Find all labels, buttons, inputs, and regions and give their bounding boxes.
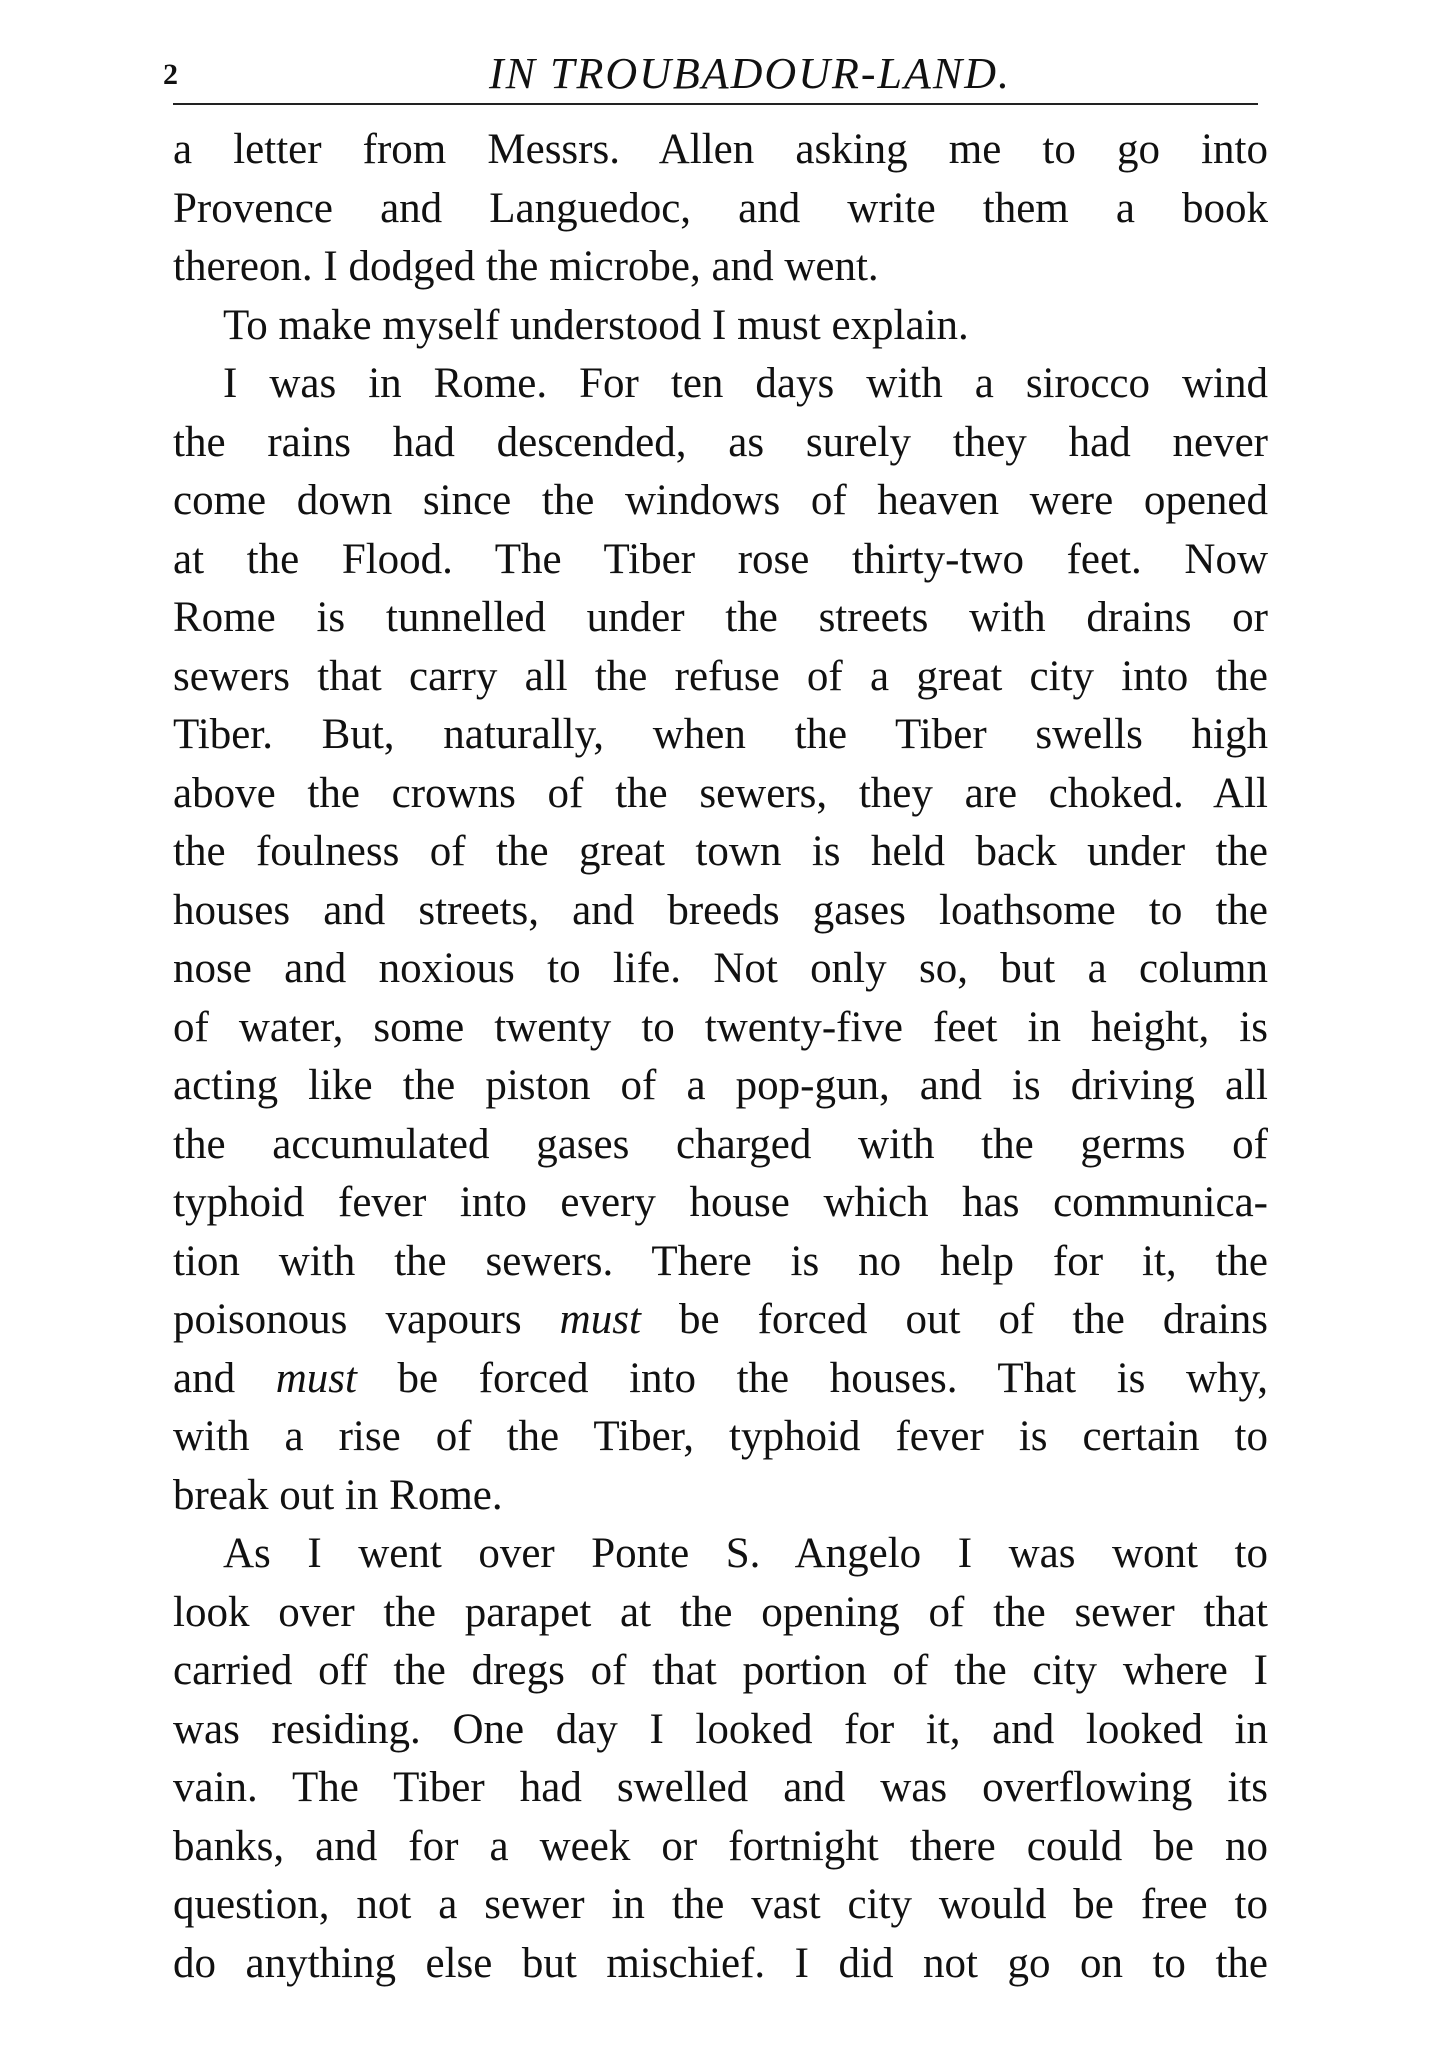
text-line: above the crowns of the sewers, they are choked. All — [173, 769, 1268, 817]
body-text — [173, 121, 1268, 1993]
text-line: acting like the piston of a pop-gun, and is driving all — [173, 1062, 1268, 1109]
text-line: banks, and for a week or fortnight there could be no — [173, 1822, 1268, 1870]
text-line: vain. The Tiber had swelled and was overflowing its — [173, 1764, 1268, 1811]
header-rule — [173, 103, 1258, 105]
text-line: look over the parapet at the opening of the sewer that — [173, 1588, 1268, 1636]
text-line: come down since the windows of heaven were opened — [173, 477, 1268, 524]
text-line: I was in Rome. For ten days with a sirocco wind — [223, 360, 1268, 407]
text-line: Rome is tunnelled under the streets with drains or — [173, 594, 1268, 641]
text-line: Tiber. But, naturally, when the Tiber swells high — [173, 711, 1268, 758]
text-line: the foulness of the great town is held back under the — [173, 828, 1268, 875]
running-title: IN TROUBADOUR-LAND. — [489, 49, 1011, 98]
text-line: with a rise of the Tiber, typhoid fever is certain to — [173, 1413, 1268, 1460]
text-line: tion with the sewers. There is no help for it, the — [173, 1237, 1268, 1285]
text-line: As I went over Ponte S. Angelo I was wont to — [223, 1530, 1268, 1577]
text-line: and must be forced into the houses. That is why, — [173, 1354, 1268, 1402]
text-line: thereon. I dodged the microbe, and went. — [173, 243, 879, 290]
page-number: 2 — [163, 58, 178, 91]
text-line: question, not a sewer in the vast city would be free to — [173, 1881, 1268, 1928]
text-line: was residing. One day I looked for it, and looked in — [173, 1705, 1268, 1753]
text-line: the accumulated gases charged with the germs of — [173, 1120, 1268, 1168]
text-line: do anything else but mischief. I did not go on to the — [173, 1939, 1268, 1987]
text-line: the rains had descended, as surely they had never — [173, 418, 1268, 466]
text-line: at the Flood. The Tiber rose thirty-two feet. Now — [173, 535, 1268, 583]
text-line: nose and noxious to life. Not only so, but a column — [173, 945, 1268, 992]
text-line: break out in Rome. — [173, 1471, 503, 1519]
text-line: houses and streets, and breeds gases loathsome to the — [173, 886, 1268, 934]
text-line: carried off the dregs of that portion of the city where I — [173, 1647, 1268, 1694]
text-line: typhoid fever into every house which has communica- — [173, 1179, 1268, 1226]
text-line: To make myself understood I must explain. — [223, 301, 969, 349]
text-line: of water, some twenty to twenty-five feet in height, is — [173, 1003, 1268, 1051]
text-line: poisonous vapours must be forced out of the drains — [173, 1296, 1269, 1343]
text-line: sewers that carry all the refuse of a great city into the — [173, 652, 1268, 700]
text-line: Provence and Languedoc, and write them a book — [173, 184, 1268, 232]
text-line: a letter from Messrs. Allen asking me to go into — [173, 126, 1268, 173]
